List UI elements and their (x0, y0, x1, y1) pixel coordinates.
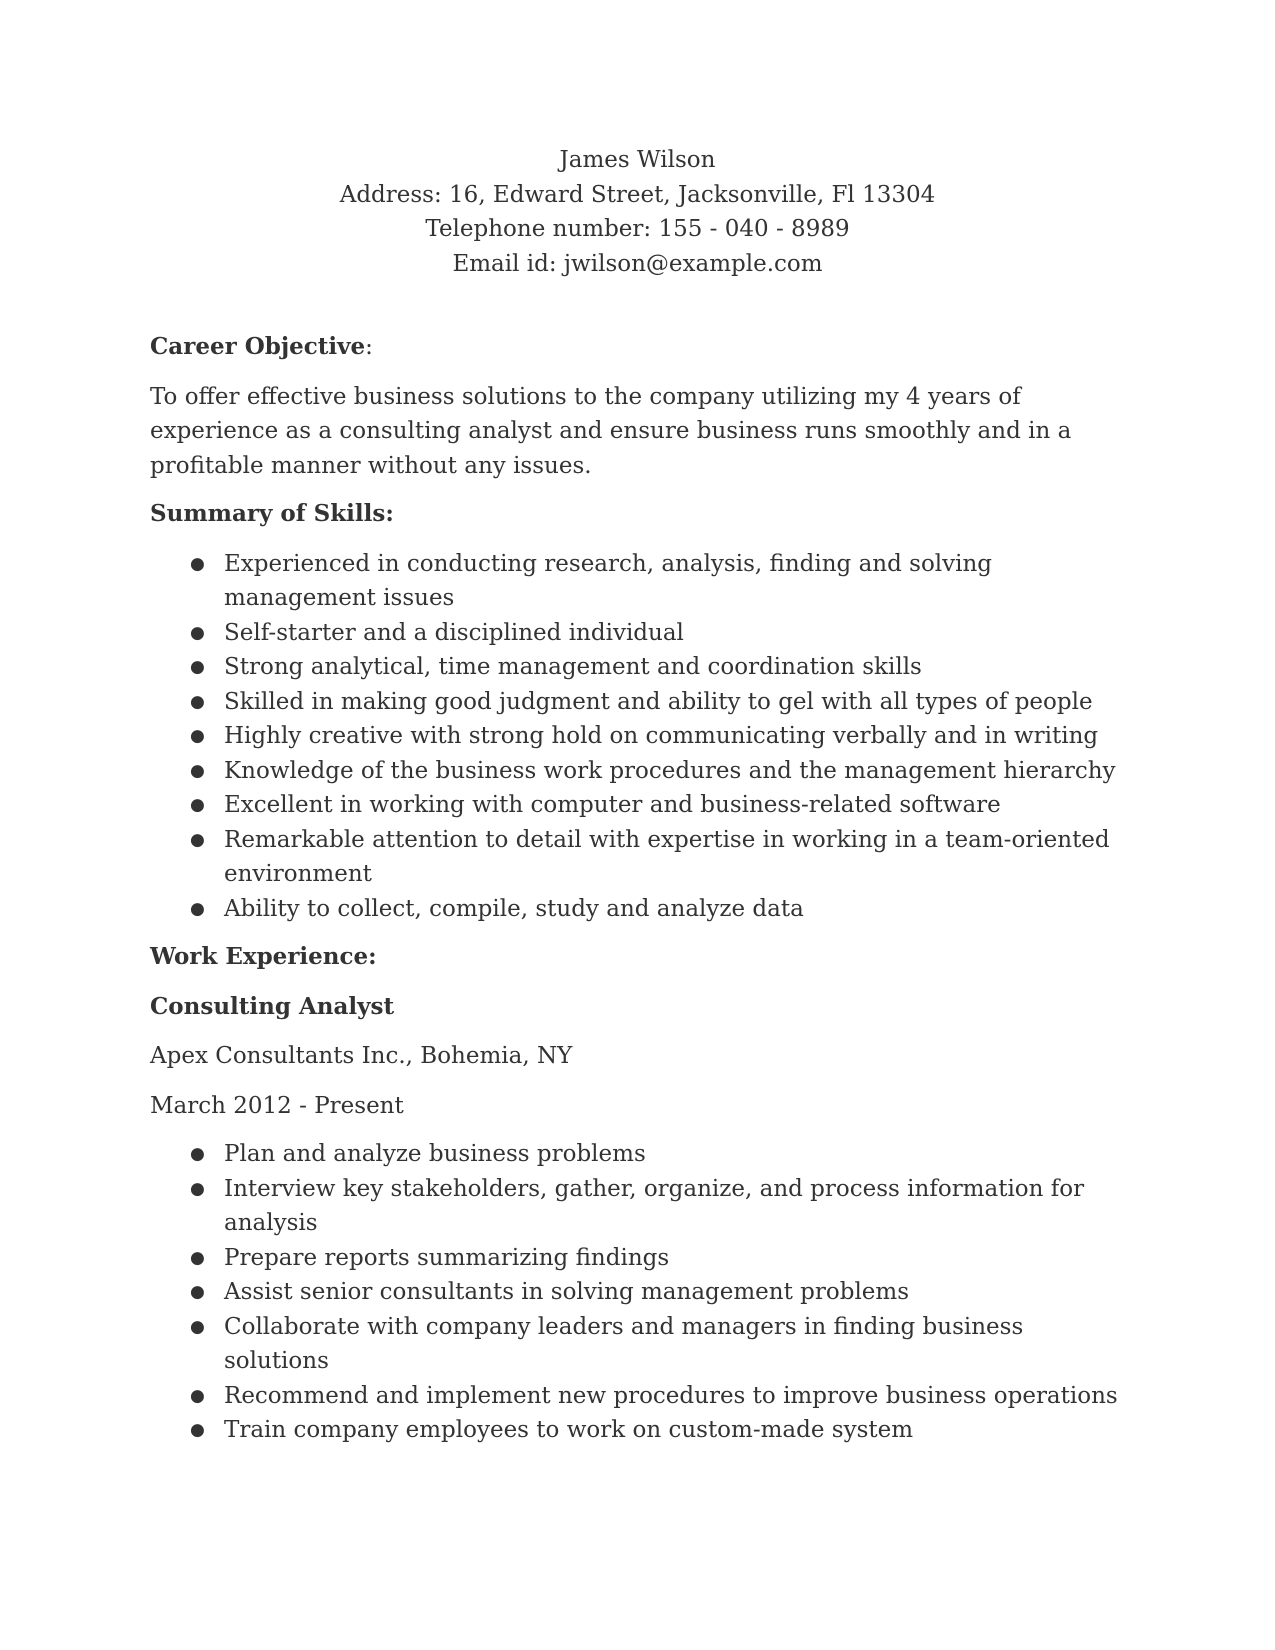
list-item (150, 616, 1130, 651)
list-item (150, 1379, 1130, 1414)
bullet-icon: ● (190, 1144, 205, 1164)
skill-text: Strong analytical, time management and coordination skills (224, 654, 922, 680)
skill-text: Remarkable attention to detail with expertise in working in a team-oriented environment (224, 826, 1110, 887)
skill-text: Self-starter and a disciplined individual (224, 619, 684, 646)
candidate-name: James Wilson (559, 147, 716, 173)
address-line: Address: 16, Edward Street, Jacksonville, Fl 13304 (339, 181, 936, 208)
skills-heading: Summary of Skills: (150, 500, 394, 527)
duty-text: Assist senior consultants in solving management problems (224, 1279, 910, 1305)
career-objective-heading-colon: : (365, 334, 373, 360)
company-line: Apex Consultants Inc., Bohemia, NY (150, 1043, 573, 1069)
list-item (150, 823, 1130, 892)
job-title: Consulting Analyst (150, 992, 395, 1020)
duty-text: Recommend and implement new procedures to improve business operations (224, 1382, 1118, 1409)
skill-text: Skilled in making good judgment and ability to gel with all types of people (224, 688, 1093, 715)
career-objective-heading (150, 330, 1130, 365)
contact-header (0, 143, 1275, 281)
bullet-icon: ● (190, 1316, 205, 1337)
skill-text: Experienced in conducting research, analysis, finding and solving management issues (224, 550, 993, 611)
duty-text: Prepare reports summarizing findings (224, 1244, 670, 1271)
skill-text: Ability to collect, compile, study and analyze data (224, 895, 804, 922)
duty-text: Plan and analyze business problems (224, 1141, 646, 1167)
list-item (150, 719, 1130, 754)
telephone-line: Telephone number: 155 - 040 - 8989 (425, 216, 850, 242)
duty-text: Interview key stakeholders, gather, organize, and process information for analysis (224, 1175, 1085, 1236)
career-objective-text: To offer effective business solutions to the company utilizing my 4 years of experience as a consulting analyst and ensure business runs smoothly and in a profitable manner without any issues. (150, 383, 1072, 479)
bullet-icon: ● (190, 760, 205, 781)
career-objective-heading-text: Career Objective (150, 333, 366, 360)
list-item (150, 892, 1130, 927)
bullet-icon: ● (190, 691, 205, 712)
bullet-icon: ● (190, 1385, 205, 1406)
list-item (150, 788, 1130, 823)
list-item (150, 1275, 1130, 1310)
resume-body (150, 330, 1130, 1448)
list-item (150, 1241, 1130, 1276)
duty-text: Train company employees to work on custom-made system (224, 1417, 914, 1443)
skill-text: Knowledge of the business work procedures and the management hierarchy (224, 757, 1116, 784)
list-item (150, 1413, 1130, 1448)
work-duties-list (150, 1137, 1130, 1448)
list-item (150, 1137, 1130, 1172)
list-item (150, 547, 1130, 616)
skill-text: Highly creative with strong hold on communicating verbally and in writing (224, 723, 1099, 749)
bullet-icon: ● (190, 1178, 205, 1199)
list-item (150, 754, 1130, 789)
list-item (150, 1310, 1130, 1379)
bullet-icon: ● (190, 829, 205, 850)
bullet-icon: ● (190, 1282, 205, 1302)
duty-text: Collaborate with company leaders and managers in finding business solutions (224, 1313, 1024, 1374)
list-item (150, 650, 1130, 685)
work-experience-heading: Work Experience: (150, 943, 377, 970)
bullet-icon: ● (190, 1420, 205, 1440)
skill-text: Excellent in working with computer and business-related software (224, 792, 1001, 818)
bullet-icon: ● (190, 622, 205, 643)
skills-list (150, 547, 1130, 927)
bullet-icon: ● (190, 1247, 205, 1268)
bullet-icon: ● (190, 726, 205, 746)
bullet-icon: ● (190, 898, 205, 919)
list-item (150, 685, 1130, 720)
list-item (150, 1172, 1130, 1241)
employment-dates: March 2012 - Present (150, 1092, 404, 1119)
bullet-icon: ● (190, 553, 205, 574)
bullet-icon: ● (190, 657, 205, 677)
bullet-icon: ● (190, 795, 205, 815)
email-line: Email id: jwilson@example.com (452, 250, 823, 277)
